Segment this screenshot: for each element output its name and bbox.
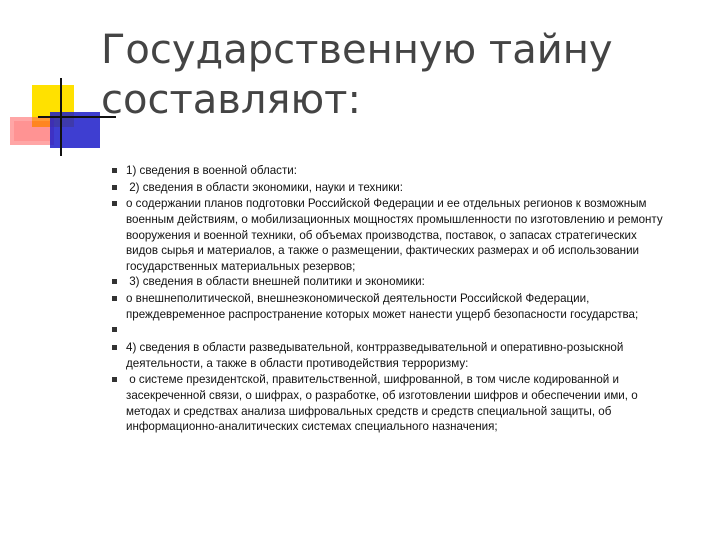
- list-item: 2) сведения в области экономики, науки и техники:: [126, 181, 403, 194]
- list-item: о содержании планов подготовки Российской Федерации и ее отдельных регионов к возможным военным действиям, о мобилизационных мощностях промышленности по изготовлению и ремонту вооружения и военной техники, об объемах производства, поставок, о запасах стратегических видов сырья и материалов, а также о размещении, фактических размерах и об использовании государственных материальных резервов;: [126, 197, 666, 274]
- list-item: о внешнеполитической, внешнеэкономической деятельности Российской Федерации, преждевременное распространение которых может нанести ущерб безопасности государства;: [126, 292, 639, 321]
- bullet-marker: [112, 296, 117, 301]
- decor-red-square: [10, 117, 54, 145]
- bullet-marker: [112, 279, 117, 284]
- list-item: 4) сведения в области разведывательной, контрразведывательной и оперативно-розыскной деятельности, а также в области противодействия терроризму:: [126, 341, 627, 370]
- list-item: 1) сведения в военной области:: [126, 164, 297, 177]
- slide-title-line-1: Государственную тайну: [101, 27, 613, 73]
- bullet-marker: [112, 327, 117, 332]
- bullet-marker: [112, 345, 117, 350]
- bullet-marker: [112, 377, 117, 382]
- list-item: 3) сведения в области внешней политики и экономики:: [126, 275, 425, 288]
- slide-title: [101, 25, 613, 125]
- list-item: о системе президентской, правительственной, шифрованной, в том числе кодированной и засекреченной связи, о шифрах, о разработке, об изготовлении шифров и обеспечении ими, о методах и средствах анализа шифровальных средств и средств специальной защиты, об информационно-аналитических системах специального назначения;: [126, 373, 641, 434]
- bullet-marker: [112, 201, 117, 206]
- bullet-marker: [112, 168, 117, 173]
- bullet-marker: [112, 185, 117, 190]
- slide-title-line-2: составляют:: [101, 77, 361, 123]
